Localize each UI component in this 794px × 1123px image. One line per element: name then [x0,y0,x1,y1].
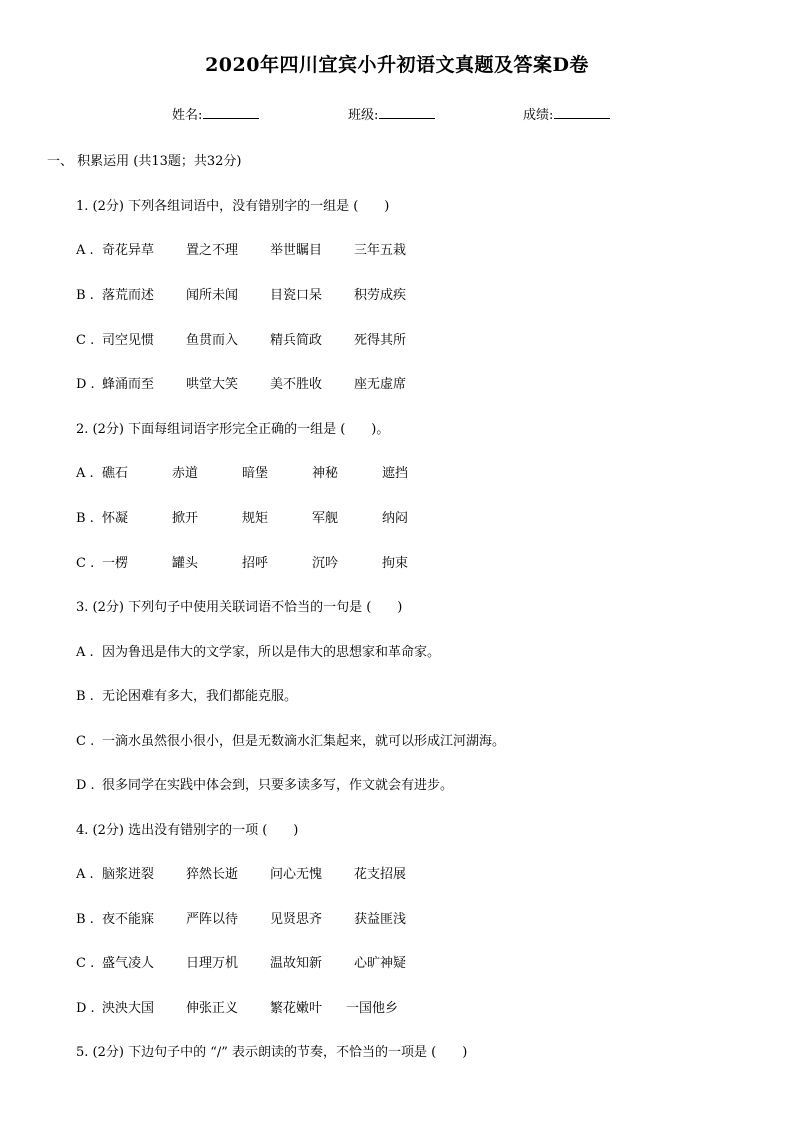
option-word: 夜不能寐 [102,912,155,927]
option-label: C . [76,556,95,571]
option-word: 一国他乡 [346,1001,399,1016]
option-text: 一滴水虽然很小很小，但是无数滴水汇集起来，就可以形成江河湖海。 [102,734,506,749]
q2-option-a [76,462,408,481]
q4-option-d [76,997,398,1016]
option-word: 死得其所 [354,333,407,348]
option-word: 泱泱大国 [102,1001,155,1016]
option-word: 心旷神疑 [354,956,407,971]
option-word: 脑浆迸裂 [102,867,155,882]
option-word: 落荒而述 [102,288,155,303]
option-word: 目瓷口呆 [270,288,323,303]
option-label: A . [76,645,94,660]
option-label: C . [76,333,95,348]
option-word: 遮挡 [382,466,409,481]
option-label: B . [76,912,94,927]
q3-option-b [76,685,297,704]
option-word: 日理万机 [186,956,239,971]
question-1-stem: 1. (2分) 下列各组词语中，没有错别字的一组是 ( ) [76,199,390,214]
option-word: 军舰 [312,511,339,526]
option-label: B . [76,288,94,303]
q1-option-c [76,329,406,348]
name-field [172,104,259,123]
q1-option-a [76,239,406,258]
class-field [348,104,435,123]
option-word: 三年五栽 [354,243,407,258]
option-word: 一楞 [102,556,129,571]
option-word: 沉吟 [312,556,339,571]
option-word: 美不胜收 [270,377,323,392]
score-field [523,104,610,123]
option-word: 问心无愧 [270,867,323,882]
q4-option-a [76,863,406,882]
name-blank [203,106,259,119]
option-label: D . [76,1001,95,1016]
option-label: A . [76,243,94,258]
option-word: 规矩 [242,511,269,526]
option-word: 司空见惯 [102,333,155,348]
option-text: 因为鲁迅是伟大的文学家，所以是伟大的思想家和革命家。 [102,645,441,660]
option-word: 怀凝 [102,511,129,526]
option-label: A . [76,466,94,481]
option-word: 猝然长逝 [186,867,239,882]
q3-option-c [76,730,505,749]
option-word: 座无虚席 [354,377,407,392]
option-label: D . [76,377,95,392]
score-label: 成绩: [523,108,554,123]
option-label: B . [76,511,94,526]
option-word: 哄堂大笑 [186,377,239,392]
option-word: 闻所未闻 [186,288,239,303]
class-label: 班级: [348,108,379,123]
q3-option-d [76,774,453,793]
section-heading: 一、 积累运用 (共13题；共32分) [47,154,242,169]
option-word: 纳闷 [382,511,409,526]
question-4-stem: 4. (2分) 选出没有错别字的一项 ( ) [76,823,299,838]
option-word: 伸张正义 [186,1001,239,1016]
option-word: 花支招展 [354,867,407,882]
option-word: 获益匪浅 [354,912,407,927]
option-word: 罐头 [172,556,199,571]
option-word: 严阵以待 [186,912,239,927]
option-label: A . [76,867,94,882]
q3-option-a [76,641,440,660]
document-title: 2020年四川宜宾小升初语文真题及答案D卷 [205,54,589,76]
q2-option-b [76,507,408,526]
option-word: 繁花嫩叶 [270,1001,323,1016]
option-word: 暗堡 [242,466,269,481]
name-label: 姓名: [172,108,203,123]
option-word: 赤道 [172,466,199,481]
option-word: 拘束 [382,556,409,571]
option-word: 置之不理 [186,243,239,258]
option-label: B . [76,689,94,704]
option-word: 礁石 [102,466,129,481]
option-word: 举世瞩目 [270,243,323,258]
option-label: D . [76,778,95,793]
question-2-stem: 2. (2分) 下面每组词语字形完全正确的一组是 ( )。 [76,422,390,437]
q1-option-d [76,373,406,392]
option-label: C . [76,956,95,971]
option-text: 无论困难有多大，我们都能克服。 [102,689,298,704]
class-blank [379,106,435,119]
option-label: C . [76,734,95,749]
question-5-stem: 5. (2分) 下边句子中的 “/” 表示朗读的节奏，不恰当的一项是 ( ) [76,1045,468,1060]
option-word: 积劳成疾 [354,288,407,303]
option-word: 蜂涌而至 [102,377,155,392]
option-word: 见贤思齐 [270,912,323,927]
option-word: 盛气凌人 [102,956,155,971]
option-word: 奇花异草 [102,243,155,258]
question-3-stem: 3. (2分) 下列句子中使用关联词语不恰当的一句是 ( ) [76,600,403,615]
score-blank [554,106,610,119]
option-word: 掀开 [172,511,199,526]
q1-option-b [76,284,406,303]
option-word: 温故知新 [270,956,323,971]
q4-option-b [76,908,406,927]
q4-option-c [76,952,406,971]
option-word: 招呼 [242,556,269,571]
option-word: 精兵简政 [270,333,323,348]
option-word: 神秘 [312,466,339,481]
option-word: 鱼贯而入 [186,333,239,348]
q2-option-c [76,552,408,571]
option-text: 很多同学在实践中体会到，只要多读多写，作文就会有进步。 [102,778,454,793]
